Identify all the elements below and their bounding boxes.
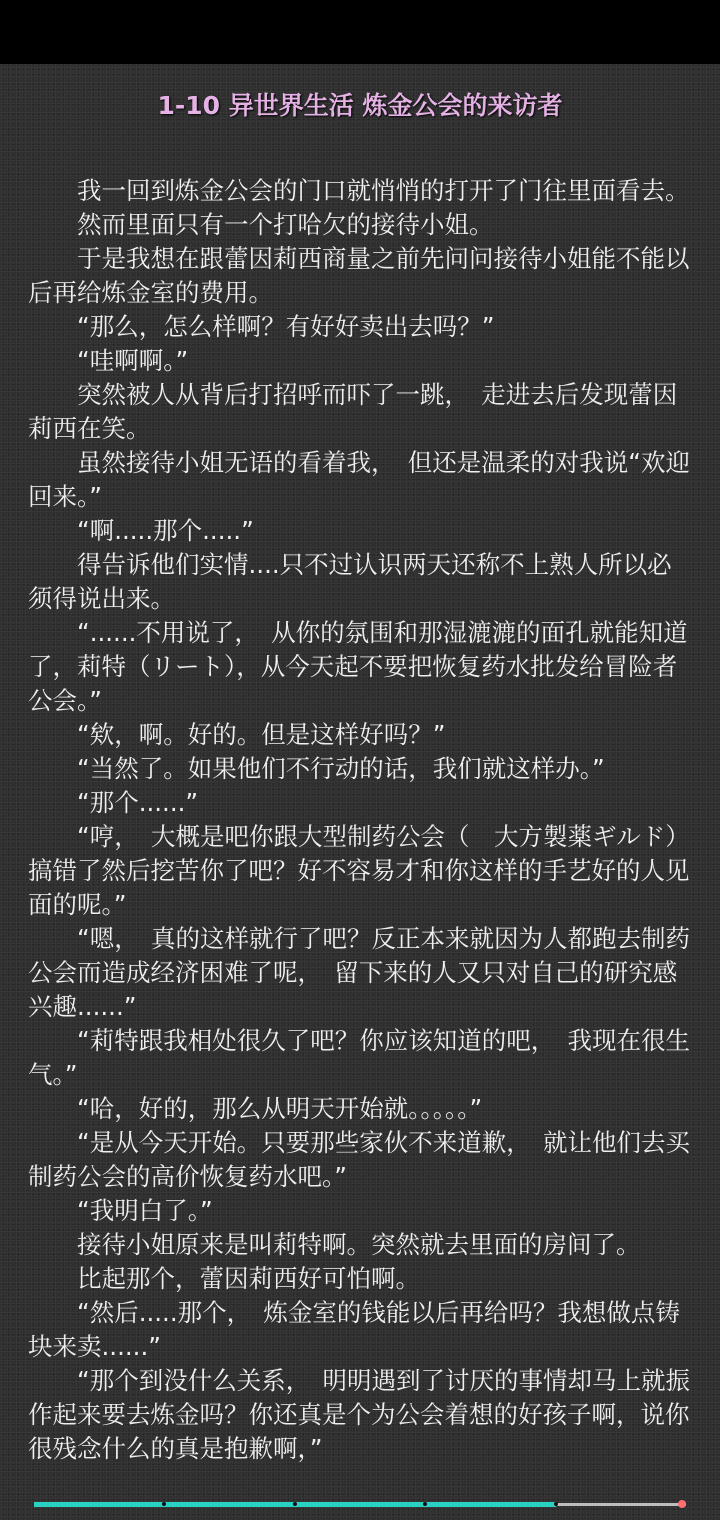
paragraph: “......不用说了， 从你的氛围和那湿漉漉的面孔就能知道了，莉特（リート），从今天起不要把恢复药水批发给冒险者公会。” <box>28 618 688 715</box>
chapter-mark <box>162 1502 166 1506</box>
paragraph: “哇啊啊。” <box>77 346 189 375</box>
paragraph: 我一回到炼金公会的门口就悄悄的打开了门往里面看去。 <box>77 176 690 205</box>
paragraph: “是从今天开始。只要那些家伙不来道歉， 就让他们去买制药公会的高价恢复药水吧。” <box>28 1128 690 1191</box>
paragraph: “哈，好的，那么从明天开始就。。。。。” <box>77 1094 483 1123</box>
progress-end-marker[interactable] <box>678 1500 686 1508</box>
status-bar <box>0 0 720 64</box>
paragraph: 得告诉他们实情....只不过认识两天还称不上熟人所以必须得说出来。 <box>28 550 672 613</box>
paragraph: 接待小姐原来是叫莉特啊。突然就去里面的房间了。 <box>77 1230 641 1259</box>
paragraph: “我明白了。” <box>77 1196 213 1225</box>
paragraph: “莉特跟我相处很久了吧？你应该知道的吧， 我现在很生气。” <box>28 1026 690 1089</box>
paragraph: “那个到没什么关系， 明明遇到了讨厌的事情却马上就振作起来要去炼金吗？你还真是个为公会着想的好孩子啊，说你很残念什么的真是抱歉啊，” <box>28 1366 690 1463</box>
paragraph: “那么，怎么样啊？有好好卖出去吗？” <box>77 312 495 341</box>
paragraph: “欸，啊。好的。但是这样好吗？” <box>77 720 446 749</box>
paragraph: 于是我想在跟蕾因莉西商量之前先问问接待小姐能不能以后再给炼金室的费用。 <box>28 244 690 307</box>
paragraph: 然而里面只有一个打哈欠的接待小姐。 <box>77 210 494 239</box>
paragraph: 虽然接待小姐无语的看着我， 但还是温柔的对我说“欢迎回来。” <box>28 448 690 511</box>
paragraph: 比起那个，蕾因莉西好可怕啊。 <box>77 1264 420 1293</box>
paragraph: “哼， 大概是吧你跟大型制药公会（ 大方製薬ギルド）搞错了然后挖苦你了吧？好不容易才和你这样的手艺好的人见面的呢。” <box>28 822 690 919</box>
paragraph: “当然了。如果他们不行动的话，我们就这样办。” <box>77 754 605 783</box>
chapter-title: 1-10 异世界生活 炼金公会的来访者 <box>157 91 563 120</box>
chapter-mark <box>554 1502 558 1506</box>
paragraph: “那个......” <box>77 788 199 817</box>
paragraph: “嗯， 真的这样就行了吧？反正本来就因为人都跑去制药公会而造成经济困难了呢， 留下来的人又只对自己的研究感兴趣......” <box>28 924 690 1021</box>
reading-content[interactable] <box>28 174 692 1466</box>
paragraph: 突然被人从背后打招呼而吓了一跳， 走进去后发现蕾因莉西在笑。 <box>28 380 678 443</box>
chapter-mark <box>293 1502 297 1506</box>
chapter-mark <box>423 1502 427 1506</box>
paragraph: “啊.....那个.....” <box>77 516 254 545</box>
reading-progress-bar[interactable] <box>34 1500 686 1510</box>
paragraph: “然后.....那个， 炼金室的钱能以后再给吗？我想做点铸块来卖......” <box>28 1298 680 1361</box>
